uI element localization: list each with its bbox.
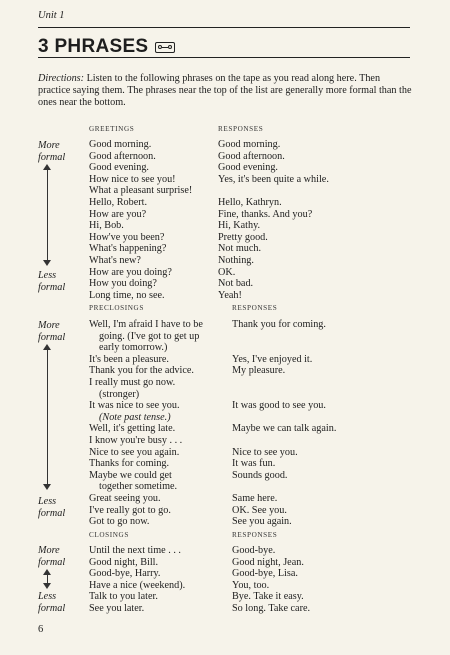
greeting-response: Yeah!: [218, 289, 242, 301]
closing-phrase: Until the next time . . .: [89, 545, 181, 556]
greeting-phrase: What's happening?: [89, 243, 167, 255]
closing-phrase: Good-bye, Harry.: [89, 568, 161, 580]
preclosing-phrase: Nice to see you again.: [89, 446, 180, 458]
preclosing-phrase: early tomorrow.): [99, 342, 168, 354]
closings-less-formal: Less formal: [38, 591, 66, 614]
preclosing-phrase: going. (I've got to get up: [99, 330, 200, 342]
preclosing-response: It was fun.: [232, 458, 276, 470]
closing-response: Good-bye.: [232, 545, 276, 556]
closing-response: Good night, Jean.: [232, 556, 304, 568]
preclosings-list: [89, 319, 203, 528]
preclosing-response: [232, 412, 336, 424]
preclosing-response: [232, 342, 336, 354]
greeting-phrase: Hi, Bob.: [89, 220, 124, 232]
greeting-phrase: Good morning.: [89, 139, 152, 150]
preclosing-response: [232, 331, 336, 343]
preclosing-phrase: (Note past tense.): [99, 411, 171, 423]
greeting-response: Yes, it's been quite a while.: [218, 173, 329, 185]
greeting-response: [218, 185, 329, 197]
preclosing-phrase: Well, I'm afraid I have to be: [89, 319, 203, 330]
unit-label: Unit 1: [38, 10, 65, 21]
closing-response: You, too.: [232, 579, 270, 591]
greeting-phrase: How nice to see you!: [89, 173, 176, 185]
greetings-less-formal: Less formal: [38, 270, 66, 293]
preclosing-phrase: It's been a pleasure.: [89, 353, 169, 365]
greeting-phrase: How've you been?: [89, 231, 165, 243]
closings-formality-arrow: [43, 569, 51, 589]
greeting-response: Good evening.: [218, 162, 278, 174]
preclosings-more-formal: More formal: [38, 320, 66, 343]
greetings-responses-list: [218, 139, 329, 301]
closing-response: Good-bye, Lisa.: [232, 568, 298, 580]
greetings-heading: GREETINGS: [89, 125, 135, 133]
preclosing-phrase: Thanks for coming.: [89, 458, 170, 470]
section-title-row: [38, 36, 175, 58]
preclosing-response: [232, 389, 336, 401]
closing-response: Bye. Take it easy.: [232, 591, 304, 603]
preclosing-response: Yes, I've enjoyed it.: [232, 353, 313, 365]
preclosing-phrase: Maybe we could get: [89, 469, 172, 481]
greetings-list: [89, 139, 192, 301]
cassette-tape-icon: [155, 42, 175, 53]
preclosing-response: OK. See you.: [232, 504, 287, 516]
greeting-response: Fine, thanks. And you?: [218, 208, 313, 220]
greeting-phrase: Good afternoon.: [89, 150, 156, 162]
greeting-response: Hi, Kathy.: [218, 220, 261, 232]
preclosing-response: Thank you for coming.: [232, 319, 326, 330]
preclosings-heading: PRECLOSINGS: [89, 304, 144, 312]
closing-phrase: See you later.: [89, 602, 145, 614]
directions-label: Directions:: [38, 73, 85, 84]
greeting-phrase: What's new?: [89, 254, 141, 266]
preclosings-less-formal: Less formal: [38, 496, 66, 519]
closing-phrase: Have a nice (weekend).: [89, 579, 186, 591]
greeting-response: Pretty good.: [218, 231, 268, 243]
preclosing-response: Maybe we can talk again.: [232, 423, 337, 435]
closings-heading: CLOSINGS: [89, 531, 129, 539]
preclosing-response: Sounds good.: [232, 469, 288, 481]
preclosing-phrase: Got to go now.: [89, 516, 150, 528]
closings-more-formal: More formal: [38, 545, 66, 568]
preclosing-phrase: I know you're busy . . .: [89, 434, 183, 446]
title-rule: [38, 57, 410, 58]
preclosing-response: My pleasure.: [232, 365, 286, 377]
preclosing-response: Nice to see you.: [232, 446, 298, 458]
section-title: 3 PHRASES: [38, 36, 149, 57]
directions-text: Listen to the following phrases on the tape as you read along here. Then practice saying them. The phrases near the top of the list are generally more formal than the ones near the bottom.: [38, 73, 412, 109]
preclosings-formality-arrow: [43, 344, 51, 490]
greeting-response: Not bad.: [218, 278, 254, 290]
greeting-phrase: How are you?: [89, 208, 147, 220]
preclosing-phrase: It was nice to see you.: [89, 400, 180, 412]
closing-response: So long. Take care.: [232, 602, 311, 614]
preclosing-response: It was good to see you.: [232, 400, 326, 412]
preclosing-response: See you again.: [232, 516, 292, 528]
closing-phrase: Good night, Bill.: [89, 556, 159, 568]
greeting-response: Good morning.: [218, 139, 281, 150]
preclosing-phrase: Thank you for the advice.: [89, 365, 194, 377]
closings-responses-list: [232, 545, 310, 615]
preclosing-phrase: Great seeing you.: [89, 492, 161, 504]
preclosing-response: Same here.: [232, 492, 278, 504]
preclosing-response: [232, 377, 336, 389]
greeting-phrase: Long time, no see.: [89, 289, 165, 301]
preclosings-responses-heading: RESPONSES: [232, 304, 278, 312]
greeting-response: OK.: [218, 266, 236, 278]
greetings-more-formal: More formal: [38, 140, 66, 163]
preclosing-response: [232, 481, 336, 493]
preclosing-phrase: together sometime.: [99, 481, 178, 493]
greeting-phrase: Good evening.: [89, 162, 149, 174]
greetings-formality-arrow: [43, 164, 51, 266]
preclosing-phrase: I really must go now.: [89, 376, 176, 388]
greeting-response: Hello, Kathryn.: [218, 196, 282, 208]
greetings-responses-heading: RESPONSES: [218, 125, 264, 133]
preclosings-responses-list: [232, 319, 336, 528]
preclosing-phrase: I've really got to go.: [89, 504, 171, 516]
greeting-response: Not much.: [218, 243, 262, 255]
closings-list: [89, 545, 185, 615]
closing-phrase: Talk to you later.: [89, 591, 158, 603]
preclosing-phrase: (stronger): [99, 388, 140, 400]
greeting-phrase: How are you doing?: [89, 266, 172, 278]
header-rule: [38, 27, 410, 28]
page-number: 6: [38, 624, 44, 635]
preclosing-response: [232, 435, 336, 447]
greeting-response: Good afternoon.: [218, 150, 285, 162]
greeting-phrase: How you doing?: [89, 278, 157, 290]
greeting-phrase: Hello, Robert.: [89, 196, 148, 208]
greeting-response: Nothing.: [218, 254, 254, 266]
directions-paragraph: [38, 73, 413, 110]
preclosing-phrase: Well, it's getting late.: [89, 423, 176, 435]
greeting-phrase: What a pleasant surprise!: [89, 185, 193, 197]
closings-responses-heading: RESPONSES: [232, 531, 278, 539]
